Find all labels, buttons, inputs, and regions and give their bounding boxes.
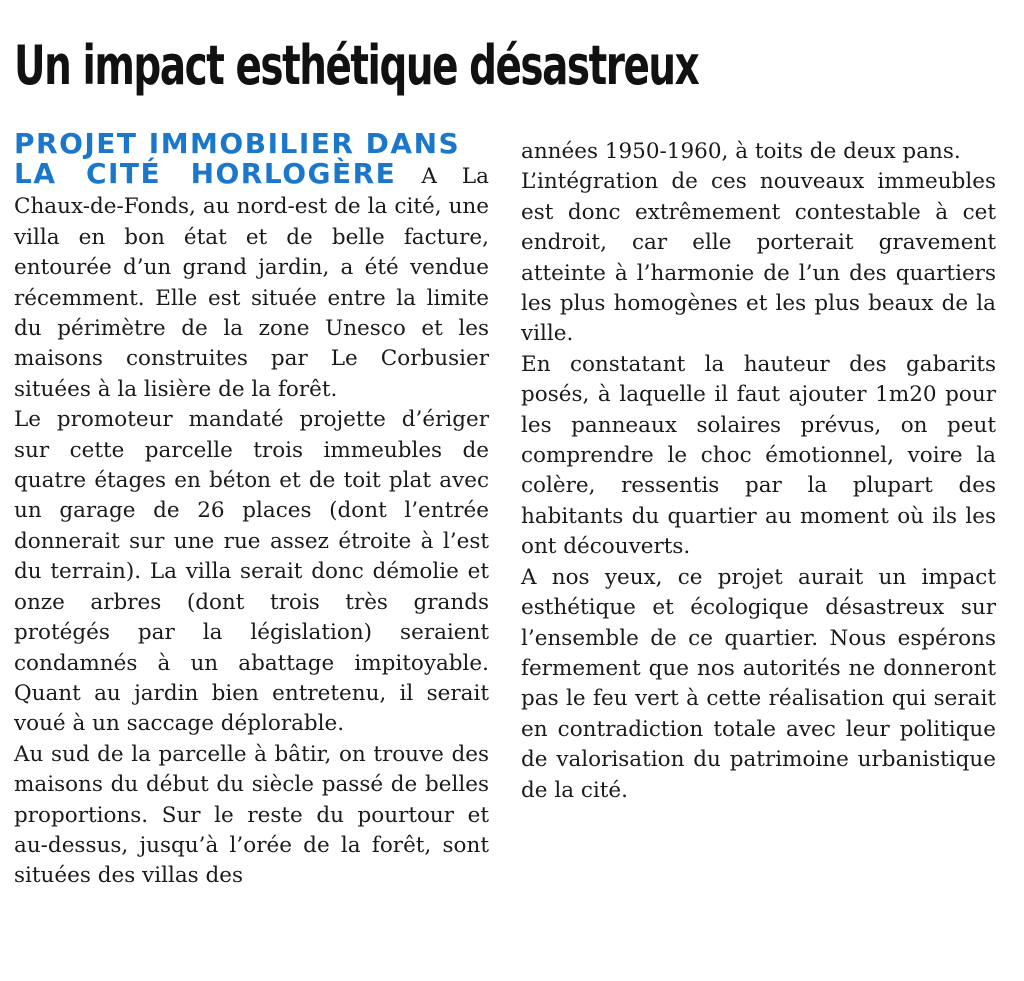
paragraph-left-3: Au sud de la parcelle à bâtir, on trouve des maisons du début du siècle passé de belles proportions. Sur le reste du pourtour et au-dessus, jusqu’à l’orée de la forêt, sont situées des villas des bbox=[14, 741, 489, 889]
right-column bbox=[521, 137, 996, 806]
paragraph-right-2: L’intégration de ces nouveaux immeubles est donc extrêmement contestable à cet endroit, car elle porterait gravement atteinte à l’harmonie de l’un des quartiers les plus homogènes et les plus beaux de la ville. bbox=[521, 169, 996, 347]
paragraph-left-2: Le promoteur mandaté projette d’ériger sur cette parcelle trois immeubles de quatre étages en béton et de toit plat avec un garage de 26 places (dont l’entrée donnerait sur une rue assez étroite à l’est du terrain). La villa serait donc démolie et onze arbres (dont trois très grands protégés par la législation) seraient condamnés à un abattage impitoyable. Quant au jardin bien entretenu, il serait voué à un saccage déplorable. bbox=[14, 407, 489, 737]
left-column bbox=[14, 127, 489, 892]
paragraph-left-1-text: A La Chaux-de-Fonds, au nord-est de la cité, une villa en bon état et de belle facture, entourée d’un grand jardin, a été vendue récemment. Elle est située entre la limite du périmètre de la zone Unesco et les maisons construites par Le Corbusier situées à la lisière de la forêt. bbox=[14, 164, 489, 402]
paragraph-left-1 bbox=[14, 157, 489, 405]
article-headline: Un impact esthétique désastreux bbox=[14, 34, 699, 97]
paragraph-right-3: En constatant la hauteur des gabarits posés, à laquelle il faut ajouter 1m20 pour les panneaux solaires prévus, on peut comprendre le choc émotionnel, voire la colère, ressentis par la plupart des habitants du quartier au moment où ils les ont découverts. bbox=[521, 351, 996, 560]
kicker-line-1: PROJET IMMOBILIER DANS bbox=[14, 127, 461, 160]
kicker-line-2: LA CITÉ HORLOGÈRE bbox=[14, 157, 397, 190]
paragraph-right-4: A nos yeux, ce projet aurait un impact esthétique et écologique désastreux sur l’ensemble de ce quartier. Nous espérons fermement que nos autorités ne donneront pas le feu vert à cette réalisation qui serait en contradiction totale avec leur politique de valorisation du patrimoine urbanistique de la cité. bbox=[521, 564, 996, 803]
paragraph-right-1: années 1950-1960, à toits de deux pans. bbox=[521, 139, 961, 164]
